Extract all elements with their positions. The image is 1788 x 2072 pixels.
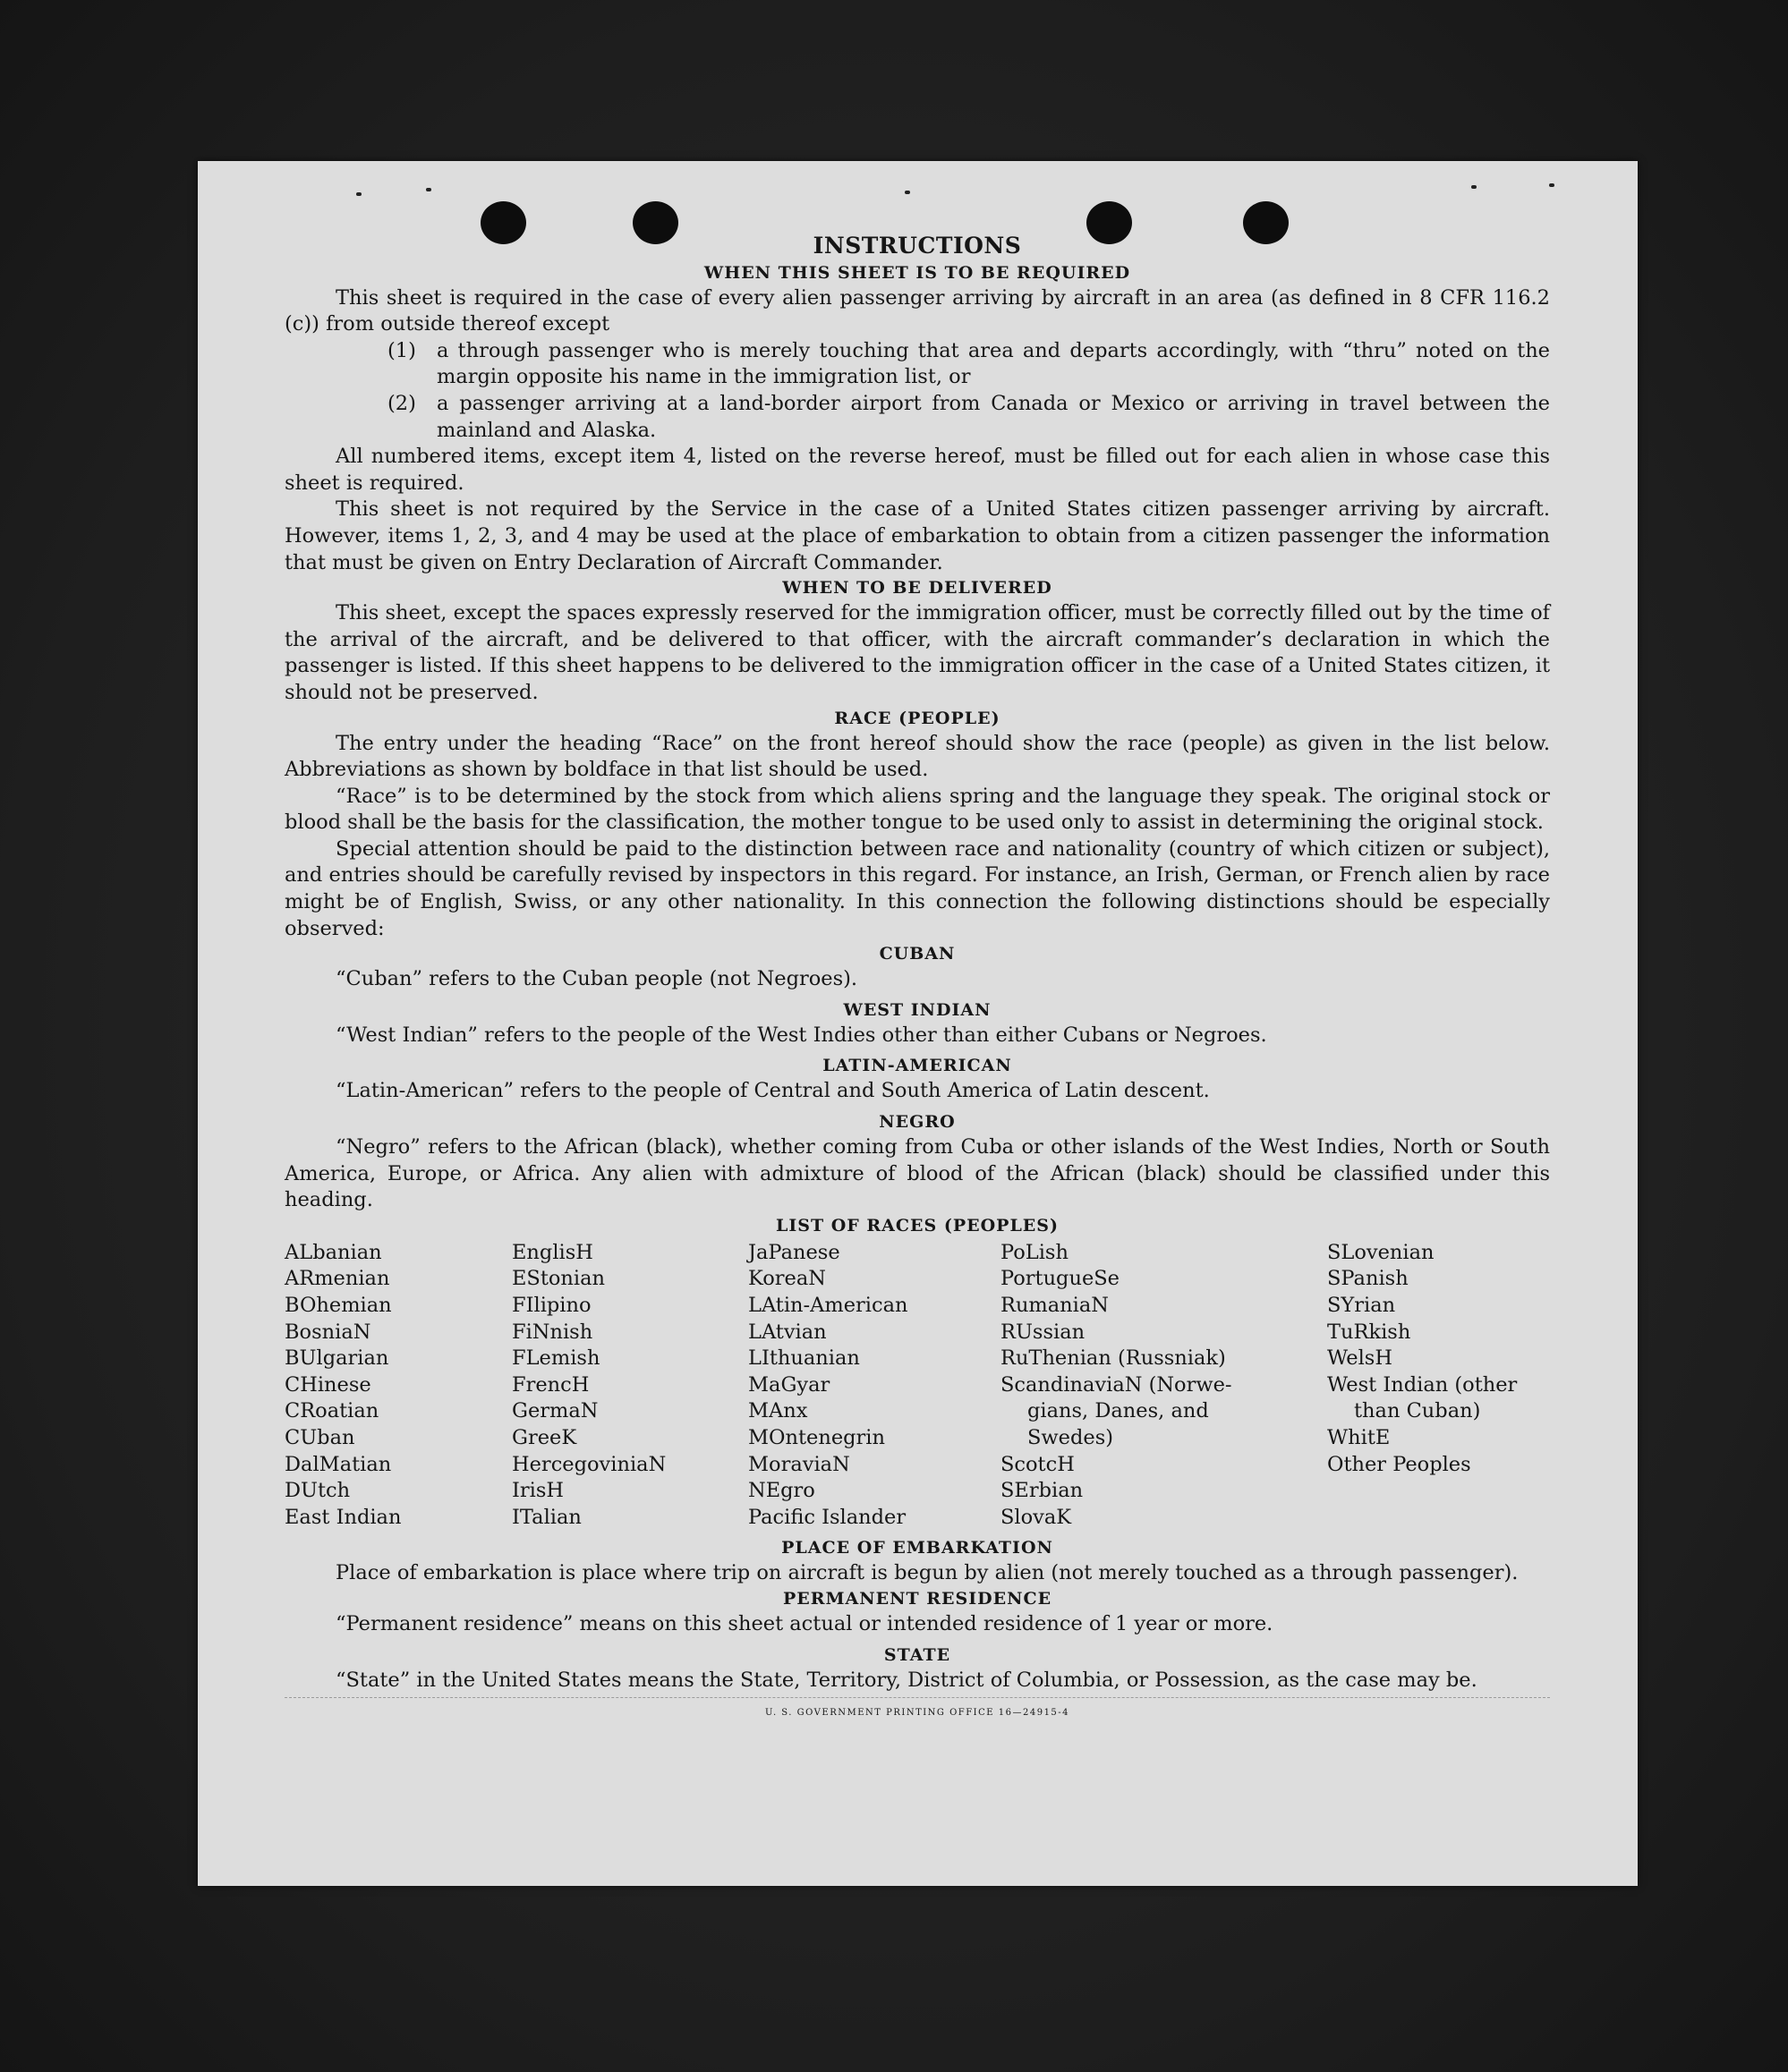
race-entry: gians, Danes, and <box>1027 1399 1209 1423</box>
embarkation-text: Place of embarkation is place where trip on aircraft is begun by alien (not merely touched as a through passenger). <box>336 1561 1519 1585</box>
race-entry: Swedes) <box>1027 1425 1114 1449</box>
race-entry: HercegoviniaN <box>512 1452 667 1476</box>
cuban-text: “Cuban” refers to the Cuban people (not Negroes). <box>336 967 858 991</box>
section-heading: LIST OF RACES (PEOPLES) <box>776 1215 1059 1236</box>
race-entry: SPanish <box>1327 1267 1409 1291</box>
race-entry: ScotcH <box>1000 1452 1075 1476</box>
race-entry: DUtch <box>285 1479 351 1503</box>
race-entry: EStonian <box>512 1267 606 1291</box>
race-entry: ITalian <box>512 1505 582 1529</box>
section-heading: CUBAN <box>879 944 956 964</box>
instructions-content <box>285 233 1550 1727</box>
race-entry: KoreaN <box>748 1267 826 1291</box>
race-entry: ScandinaviaN (Norwe- <box>1000 1372 1232 1397</box>
when-delivered-text: This sheet, except the spaces expressly reserved for the immigration officer, must be correctly filled out by the time of the arrival of the aircraft, and be delivered to that officer, with the aircraft commander’s declaration in which the passenger is listed. If this sheet happens to be delivered to the immigration officer in the case of a United States citizen, it should not be preserved. <box>285 601 1550 704</box>
scan-speck <box>905 191 910 194</box>
west-indian-text: “West Indian” refers to the people of the West Indies other than either Cubans or Negroes. <box>336 1023 1267 1047</box>
exception-text: a through passenger who is merely touching that area and departs accordingly, with “thru” noted on the margin opposite his name in the immigration list, or <box>437 338 1550 389</box>
race-para: Special attention should be paid to the distinction between race and nationality (country of which citizen or subject), and entries should be carefully revised by inspectors in this regard. For instance, an Irish, German, or French alien by race might be of English, Swiss, or any other nationality. In this connection the following distinctions should be especially observed: <box>285 836 1550 940</box>
race-para: The entry under the heading “Race” on the front hereof should show the race (people) as given in the list below. Abbreviations as shown by boldface in that list should be used. <box>285 731 1550 782</box>
race-entry: MAnx <box>748 1399 808 1423</box>
race-entry: LAtin-American <box>748 1294 908 1317</box>
race-entry: JaPanese <box>748 1240 840 1264</box>
race-entry: EnglisH <box>512 1240 593 1264</box>
race-entry: WhitE <box>1327 1425 1391 1449</box>
race-entry: MaGyar <box>748 1372 830 1397</box>
race-entry: FrencH <box>512 1372 590 1397</box>
scan-speck <box>1471 185 1477 189</box>
exception-number: (2) <box>387 391 416 415</box>
races-column <box>1327 1240 1550 1532</box>
race-entry: SErbian <box>1000 1479 1084 1503</box>
race-entry: WelsH <box>1327 1346 1392 1371</box>
races-column <box>512 1240 748 1532</box>
race-entry: RUssian <box>1000 1320 1086 1344</box>
race-entry: West Indian (other <box>1327 1372 1518 1397</box>
race-entry: Other Peoples <box>1327 1452 1471 1476</box>
exception-text: a passenger arriving at a land-border airport from Canada or Mexico or arriving in travel between the mainland and Alaska. <box>437 391 1550 442</box>
race-entry: ARmenian <box>285 1267 390 1291</box>
race-entry: Pacific Islander <box>748 1505 907 1529</box>
races-list <box>285 1240 1550 1532</box>
race-entry: FIlipino <box>512 1294 592 1317</box>
race-entry: SLovenian <box>1327 1240 1435 1264</box>
printer-imprint: U. S. GOVERNMENT PRINTING OFFICE 16—24915-4 <box>764 1708 1070 1719</box>
section-heading: WHEN TO BE DELIVERED <box>782 578 1052 599</box>
section-heading: LATIN-AMERICAN <box>822 1056 1012 1076</box>
section-heading: WEST INDIAN <box>843 999 992 1020</box>
race-entry: NEgro <box>748 1479 815 1503</box>
race-entry: CRoatian <box>285 1399 379 1423</box>
when-required-para: This sheet is not required by the Service in the case of a United States citizen passenger arriving by aircraft. However, items 1, 2, 3, and 4 may be used at the place of embarkation to obtain from a citizen passenger the information that must be given on Entry Declaration of Aircraft Commander. <box>285 497 1550 574</box>
race-entry: CUban <box>285 1425 355 1449</box>
scan-speck <box>356 192 362 196</box>
page-title: INSTRUCTIONS <box>813 233 1022 259</box>
race-entry: FiNnish <box>512 1320 593 1344</box>
section-heading: NEGRO <box>879 1112 956 1133</box>
races-column <box>285 1240 512 1532</box>
race-entry: PortugueSe <box>1000 1267 1120 1291</box>
race-entry: East Indian <box>285 1505 402 1529</box>
exception-item <box>387 391 1550 444</box>
race-entry: ALbanian <box>285 1240 382 1264</box>
race-entry: BosniaN <box>285 1320 371 1344</box>
section-heading: RACE (PEOPLE) <box>834 708 1000 728</box>
race-entry: BUlgarian <box>285 1346 389 1371</box>
when-required-para: All numbered items, except item 4, listed on the reverse hereof, must be filled out for each alien in whose case this sheet is required. <box>285 445 1550 495</box>
negro-text: “Negro” refers to the African (black), whether coming from Cuba or other islands of the West Indies, North or South America, Europe, or Africa. Any alien with admixture of blood of the African (black) should be classified under this heading. <box>285 1135 1550 1212</box>
scan-speck <box>426 188 431 191</box>
race-entry: RumaniaN <box>1000 1294 1109 1317</box>
latin-american-text: “Latin-American” refers to the people of Central and South America of Latin descent. <box>336 1079 1210 1103</box>
exception-item <box>387 338 1550 391</box>
race-entry: PoLish <box>1000 1240 1069 1264</box>
race-entry: SYrian <box>1327 1294 1396 1317</box>
instruction-sheet <box>198 161 1638 1886</box>
race-entry: IrisH <box>512 1479 565 1503</box>
race-entry: DalMatian <box>285 1452 392 1476</box>
scan-speck <box>1549 183 1554 187</box>
race-entry: RuThenian (Russniak) <box>1000 1346 1226 1371</box>
race-entry: MOntenegrin <box>748 1425 885 1449</box>
race-entry: CHinese <box>285 1372 371 1397</box>
section-heading: PERMANENT RESIDENCE <box>782 1588 1052 1609</box>
when-required-intro: This sheet is required in the case of every alien passenger arriving by aircraft in an area (as defined in 8 CFR 116.2 (c)) from outside thereof except <box>285 285 1550 336</box>
race-entry: BOhemian <box>285 1294 392 1317</box>
race-entry: LIthuanian <box>748 1346 860 1371</box>
race-entry: than Cuban) <box>1354 1399 1481 1423</box>
races-column <box>1000 1240 1327 1532</box>
race-para: “Race” is to be determined by the stock from which aliens spring and the language they speak. The original stock or blood shall be the basis for the classification, the mother tongue to be used only to assist in determining the original stock. <box>285 784 1550 835</box>
section-heading: WHEN THIS SHEET IS TO BE REQUIRED <box>703 262 1131 283</box>
race-entry: MoraviaN <box>748 1452 850 1476</box>
race-entry: LAtvian <box>748 1320 827 1344</box>
exception-number: (1) <box>387 338 416 362</box>
residence-text: “Permanent residence” means on this sheet actual or intended residence of 1 year or more. <box>336 1611 1273 1635</box>
section-heading: STATE <box>883 1644 951 1665</box>
race-entry: SlovaK <box>1000 1505 1072 1529</box>
state-text: “State” in the United States means the State, Territory, District of Columbia, or Possession, as the case may be. <box>336 1668 1477 1692</box>
footer-rule <box>285 1697 1550 1698</box>
race-entry: FLemish <box>512 1346 600 1371</box>
races-column <box>748 1240 1000 1532</box>
section-heading: PLACE OF EMBARKATION <box>781 1538 1053 1558</box>
race-entry: TuRkish <box>1327 1320 1411 1344</box>
race-entry: GreeK <box>512 1425 577 1449</box>
race-entry: GermaN <box>512 1399 599 1423</box>
